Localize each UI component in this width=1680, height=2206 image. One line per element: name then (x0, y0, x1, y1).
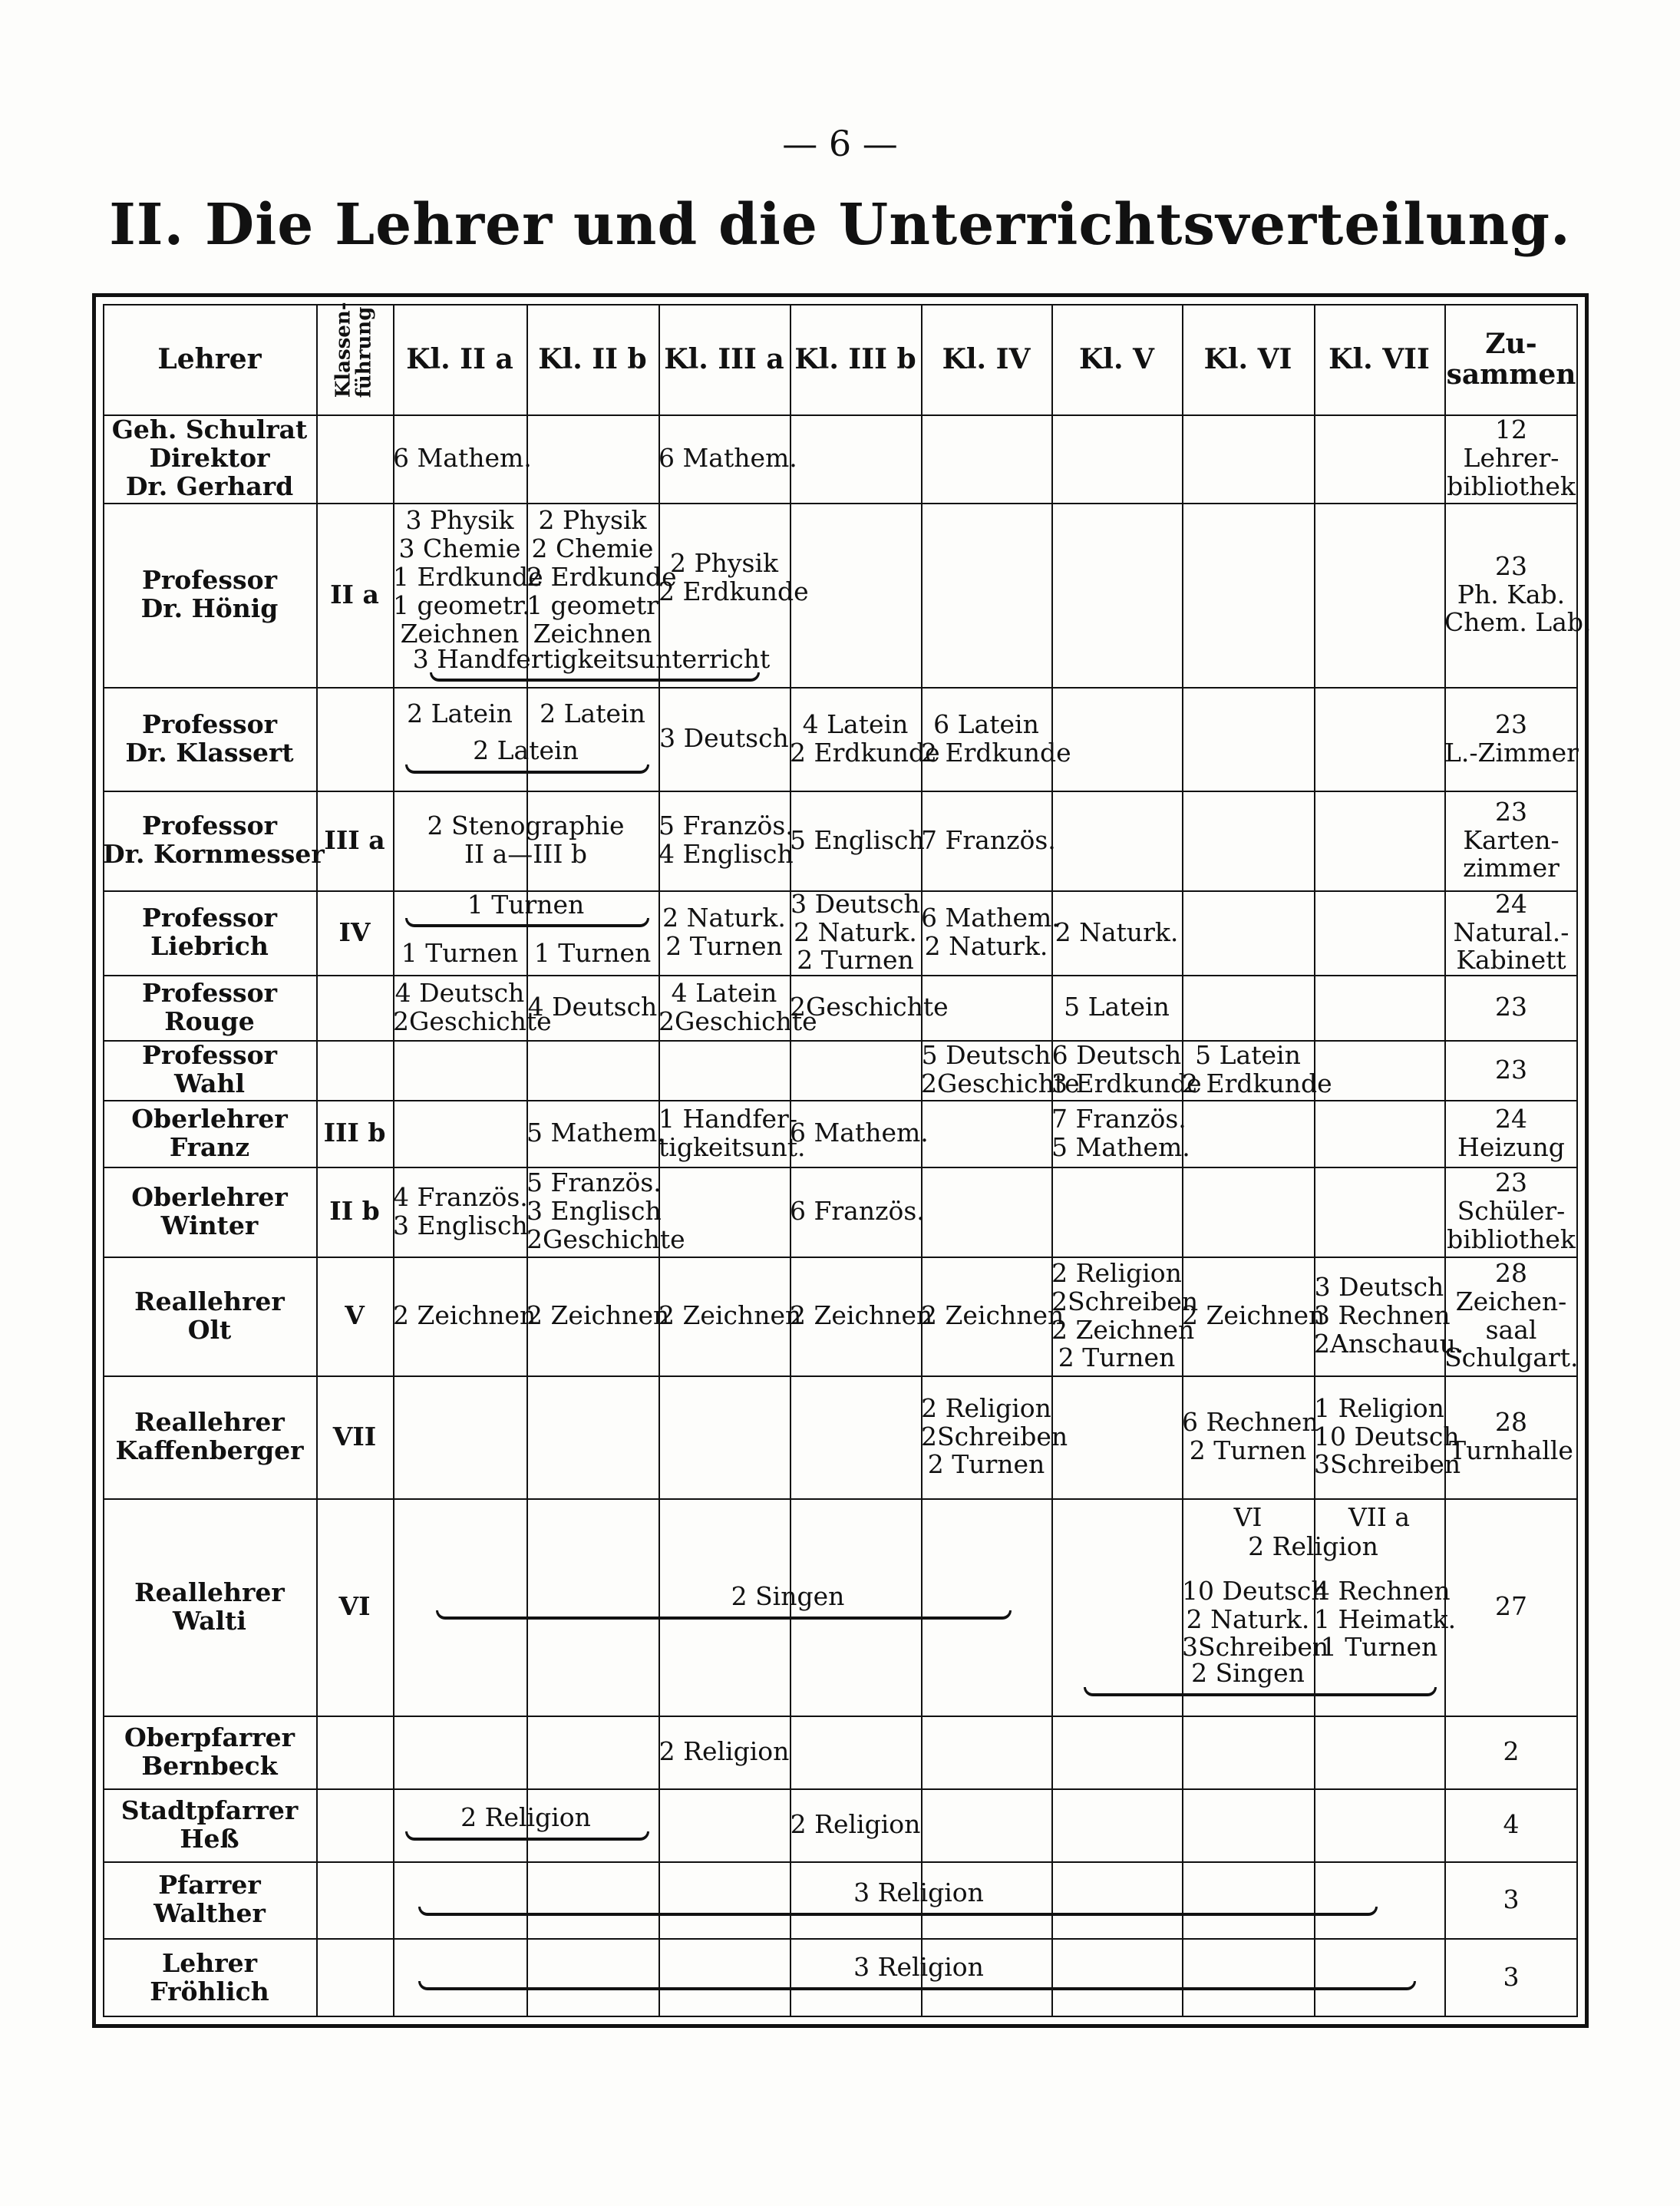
cell: 4 Latein 2 Erdkunde (790, 708, 940, 768)
page-title: II. Die Lehrer und die Unterrichtsverteilung. (109, 192, 1571, 258)
cell: 2 Zeichnen (1182, 1300, 1325, 1331)
cell: 2 Zeichnen (393, 1300, 536, 1331)
teacher-name: Professor Rouge (142, 977, 277, 1036)
cell: 2 Zeichnen (921, 1300, 1064, 1331)
cell: 4 Latein 2Geschichte (658, 977, 817, 1036)
cell: 2 Singen (1191, 1657, 1305, 1688)
cell: 7 Französ. (921, 824, 1056, 855)
cell: 6 Latein 2 Erdkunde (921, 708, 1071, 768)
row-rule (103, 1938, 1578, 1940)
cell: 5 Latein (1064, 992, 1170, 1022)
col-rule (1314, 304, 1315, 2017)
total-cell: 27 (1495, 1591, 1527, 1622)
total-cell: 23 Schüler- bibliothek (1447, 1167, 1576, 1254)
cell: 6 Französ. (790, 1196, 925, 1227)
cell: 6 Mathem. 2 Naturk. (921, 903, 1060, 961)
cell: 2 Zeichnen (790, 1300, 933, 1331)
span-cell: 2 Latein (473, 735, 579, 765)
total-cell: 23 (1495, 1054, 1527, 1085)
total-cell: 4 (1503, 1809, 1520, 1840)
cell: 3 Deutsch (659, 723, 789, 754)
cell: 2 Latein (407, 698, 513, 728)
class-lead: V (345, 1300, 365, 1331)
cell: 6 Mathem. (393, 443, 532, 474)
row-rule (103, 1861, 1578, 1863)
cell: 1 Turnen (533, 937, 652, 968)
teacher-name: Stadtpfarrer Heß (120, 1795, 299, 1854)
total-cell: 23 Ph. Kab. Chem. Lab. (1444, 550, 1592, 638)
bracket (1084, 1687, 1437, 1696)
cell: 7 Französ. 5 Mathem. (1051, 1103, 1190, 1162)
page-number: — 6 — (782, 123, 898, 164)
total-cell: 23 Karten- zimmer (1463, 796, 1560, 883)
cell: 2 Religion 2Schreiben 2 Zeichnen 2 Turnen (1051, 1257, 1199, 1373)
class-lead: III b (323, 1118, 386, 1148)
cell: 3 Deutsch 3 Rechnen 2Anschauu. (1314, 1272, 1464, 1359)
cell: 5 Mathem. (526, 1118, 665, 1148)
bracket (430, 672, 760, 682)
total-cell: 3 (1503, 1962, 1520, 1993)
cell: 1 Handfer- tigkeitsunt. (658, 1103, 806, 1162)
cell: 2 Latein (540, 698, 645, 728)
cell: 6 Rechnen 2 Turnen (1182, 1407, 1319, 1465)
cell: 6 Mathem. (658, 443, 797, 474)
cell: 4 Französ. 3 Englisch (393, 1181, 528, 1240)
cell: 5 Französ. 3 Englisch 2Geschichte (526, 1167, 685, 1254)
class-lead: VII (332, 1421, 377, 1451)
bracket (436, 1610, 1012, 1620)
teacher-name: Geh. Schulrat Direktor Dr. Gerhard (111, 414, 308, 501)
header-lehrer: Lehrer (157, 342, 262, 375)
span-cell: 2 Stenographie II a—III b (427, 811, 625, 869)
teacher-name: Professor Dr. Klassert (125, 708, 294, 768)
teacher-name: Oberlehrer Winter (131, 1181, 288, 1240)
teacher-name: Professor Dr. Hönig (140, 565, 279, 623)
cell: 5 Englisch (790, 824, 925, 855)
total-cell: 24 Natural.- Kabinett (1453, 888, 1569, 976)
subheader-VI: VI (1233, 1501, 1262, 1532)
total-cell: 24 Heizung (1457, 1103, 1565, 1162)
cell: 3 Physik 3 Chemie 1 Erdkunde 1 geometr. Zeichnen (393, 505, 543, 649)
cell: 4 Deutsch 2Geschichte (393, 977, 552, 1036)
span-cell: 1 Turnen (467, 889, 585, 920)
cell: 1 Religion 10 Deutsch 3Schreiben (1314, 1392, 1461, 1480)
cell: 4 Rechnen 1 Heimatk. 1 Turnen (1314, 1575, 1457, 1663)
header-kl-IIb: Kl. II b (538, 342, 647, 375)
total-cell: 23 L.-Zimmer (1444, 708, 1579, 768)
span-cell: 3 Handfertigkeitsunterricht (412, 643, 771, 674)
bracket (405, 765, 649, 774)
cell: 2 Zeichnen (526, 1300, 670, 1331)
class-lead: VI (338, 1591, 371, 1622)
cell: 5 Latein 2 Erdkunde (1182, 1040, 1332, 1098)
bracket (418, 1907, 1378, 1916)
cell: 3 Deutsch 2 Naturk. 2 Turnen (790, 888, 920, 976)
bracket (405, 1831, 649, 1841)
header-kl-V: Kl. V (1079, 342, 1154, 375)
row-rule (103, 1040, 1578, 1042)
total-cell: 23 (1495, 992, 1527, 1022)
class-lead: IV (338, 916, 371, 947)
span-cell: 2 Singen (731, 1580, 845, 1611)
cell: 2Geschichte (790, 992, 949, 1022)
total-cell: 2 (1503, 1736, 1520, 1767)
total-cell: 28 Turnhalle (1449, 1407, 1573, 1465)
cell: 4 Deutsch (527, 992, 658, 1022)
total-cell: 12 Lehrer- bibliothek (1447, 414, 1576, 501)
row-rule (103, 414, 1578, 416)
teacher-name: Professor Dr. Kornmesser (103, 811, 325, 869)
header-kl-VI: Kl. VI (1203, 342, 1292, 375)
cell: 2 Religion (658, 1736, 790, 1767)
cell: 6 Deutsch 3 Erdkunde (1051, 1040, 1202, 1098)
header-kl-IIIa: Kl. III a (664, 342, 784, 375)
class-lead: II a (330, 579, 379, 609)
teacher-name: Reallehrer Walti (134, 1577, 285, 1636)
teacher-name: Professor Liebrich (142, 903, 277, 961)
cell: 2 Naturk. 2 Turnen (662, 903, 786, 961)
span-cell: 3 Religion (853, 1951, 984, 1982)
span-cell: 3 Religion (853, 1877, 984, 1907)
header-kl-IIIb: Kl. III b (794, 342, 916, 375)
teacher-name: Reallehrer Olt (134, 1286, 285, 1345)
bracket (418, 1981, 1416, 1990)
cell: 2 Physik 2 Erdkunde (658, 547, 809, 606)
cell: 6 Mathem. (790, 1118, 929, 1148)
header-kl-IIa: Kl. II a (406, 342, 513, 375)
cell: 5 Deutsch 2Geschichte (921, 1040, 1080, 1098)
header-kl-VII: Kl. VII (1328, 342, 1430, 375)
header-kl-IV: Kl. IV (942, 342, 1031, 375)
header-klassenfuehrung (316, 304, 393, 414)
cell: 5 Französ. 4 Englisch (658, 811, 794, 869)
cell: 2 Zeichnen (658, 1300, 802, 1331)
cell: 2 Religion 2Schreiben 2 Turnen (921, 1392, 1068, 1480)
teacher-name: Pfarrer Walther (153, 1870, 266, 1928)
cell: 2 Physik 2 Chemie 2 Erdkunde 1 geometr Zeichnen (526, 505, 677, 649)
total-cell: 28 Zeichen- saal Schulgart. (1444, 1257, 1579, 1373)
span-cell: 2 Religion (1248, 1531, 1378, 1561)
header-klassenfuehrung-text: Klassen- führung (332, 302, 376, 398)
span-cell: 2 Religion (460, 1801, 591, 1832)
teacher-name: Lehrer Fröhlich (150, 1947, 269, 2006)
class-lead: II b (329, 1196, 380, 1227)
teacher-name: Reallehrer Kaffenberger (115, 1407, 304, 1465)
subheader-VIIa: VII a (1348, 1501, 1411, 1532)
teacher-name: Oberlehrer Franz (131, 1103, 288, 1162)
teacher-name: Oberpfarrer Bernbeck (124, 1722, 295, 1781)
header-zusammen: Zu- sammen (1446, 327, 1576, 391)
bracket (405, 918, 649, 927)
class-lead: III a (324, 824, 385, 855)
cell: 10 Deutsch 2 Naturk. 3Schreiben (1182, 1575, 1329, 1663)
teacher-name: Professor Wahl (142, 1040, 277, 1098)
cell: 2 Religion (790, 1809, 921, 1840)
total-cell: 3 (1503, 1884, 1520, 1914)
row-rule (103, 1716, 1578, 1717)
cell: 1 Turnen (401, 937, 519, 968)
cell: 2 Naturk. (1055, 916, 1179, 947)
col-rule (921, 304, 923, 2017)
